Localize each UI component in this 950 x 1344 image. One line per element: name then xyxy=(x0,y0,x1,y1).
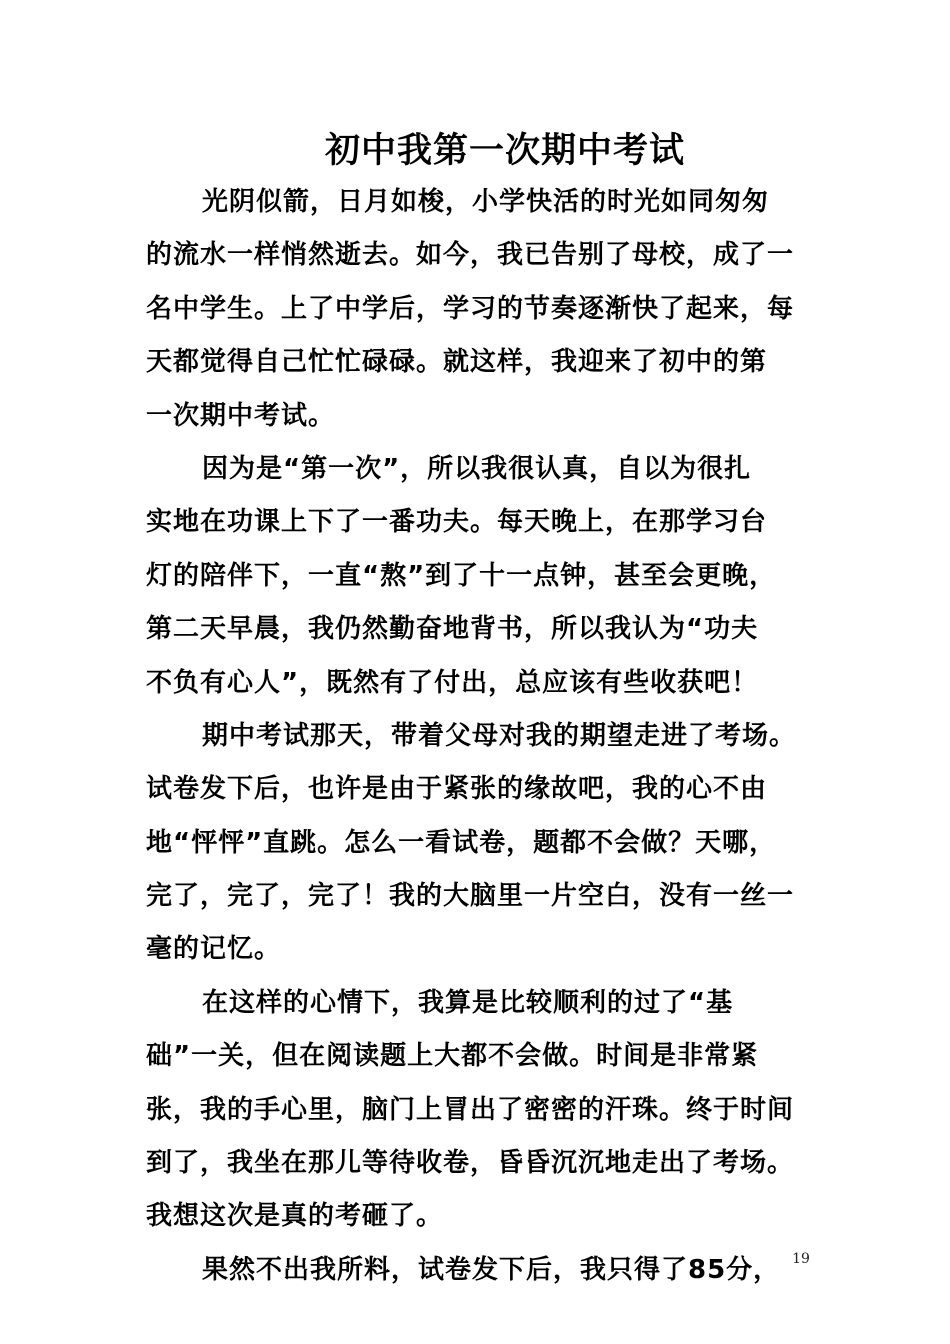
text-line: 张，我的手心里，脑门上冒出了密密的汗珠。终于时间 xyxy=(146,1094,795,1125)
text-line: 完了，完了，完了！我的大脑里一片空白，没有一丝一 xyxy=(146,881,795,912)
text-line: 灯的陪伴下，一直“熬”到了十一点钟，甚至会更晚， xyxy=(146,560,777,591)
document-body xyxy=(146,176,836,1297)
text-line: 天都觉得自己忙忙碌碌。就这样，我迎来了初中的第 xyxy=(146,347,768,378)
text-line: 在这样的心情下，我算是比较顺利的过了“基 xyxy=(202,987,734,1018)
text-line: 的流水一样悄然逝去。如今，我已告别了母校，成了一 xyxy=(146,240,795,271)
page-number: 19 xyxy=(792,1251,810,1267)
text-line: 不负有心人”，既然有了付出，总应该有些收获吧！ xyxy=(146,667,759,698)
text-line: 第二天早晨，我仍然勤奋地背书，所以我认为“功夫 xyxy=(146,614,759,645)
text-line: 试卷发下后，也许是由于紧张的缘故吧，我的心不由 xyxy=(146,774,768,805)
text-line: 期中考试那天，带着父母对我的期望走进了考场。 xyxy=(202,720,797,751)
text-line: 因为是“第一次”，所以我很认真，自以为很扎 xyxy=(202,453,752,484)
text-line: 实地在功课上下了一番功夫。每天晚上，在那学习台 xyxy=(146,507,768,538)
text-line: 到了，我坐在那儿等待收卷，昏昏沉沉地走出了考场。 xyxy=(146,1148,795,1179)
text-line: 光阴似箭，日月如梭，小学快活的时光如同匆匆 xyxy=(202,187,770,217)
text-line: 一次期中考试。 xyxy=(146,400,336,431)
text-line: 础”一关，但在阅读题上大都不会做。时间是非常紧 xyxy=(146,1041,759,1072)
text-line: 地“怦怦”直跳。怎么一看试卷，题都不会做？天哪， xyxy=(146,827,777,858)
text-line: 名中学生。上了中学后，学习的节奏逐渐快了起来，每 xyxy=(146,293,795,324)
text-line: 毫的记忆。 xyxy=(146,934,282,965)
text-line: 我想这次是真的考砸了。 xyxy=(146,1201,444,1232)
document-title: 初中我第一次期中考试 xyxy=(324,130,685,171)
text-line: 果然不出我所料，试卷发下后，我只得了85分， xyxy=(202,1254,781,1285)
